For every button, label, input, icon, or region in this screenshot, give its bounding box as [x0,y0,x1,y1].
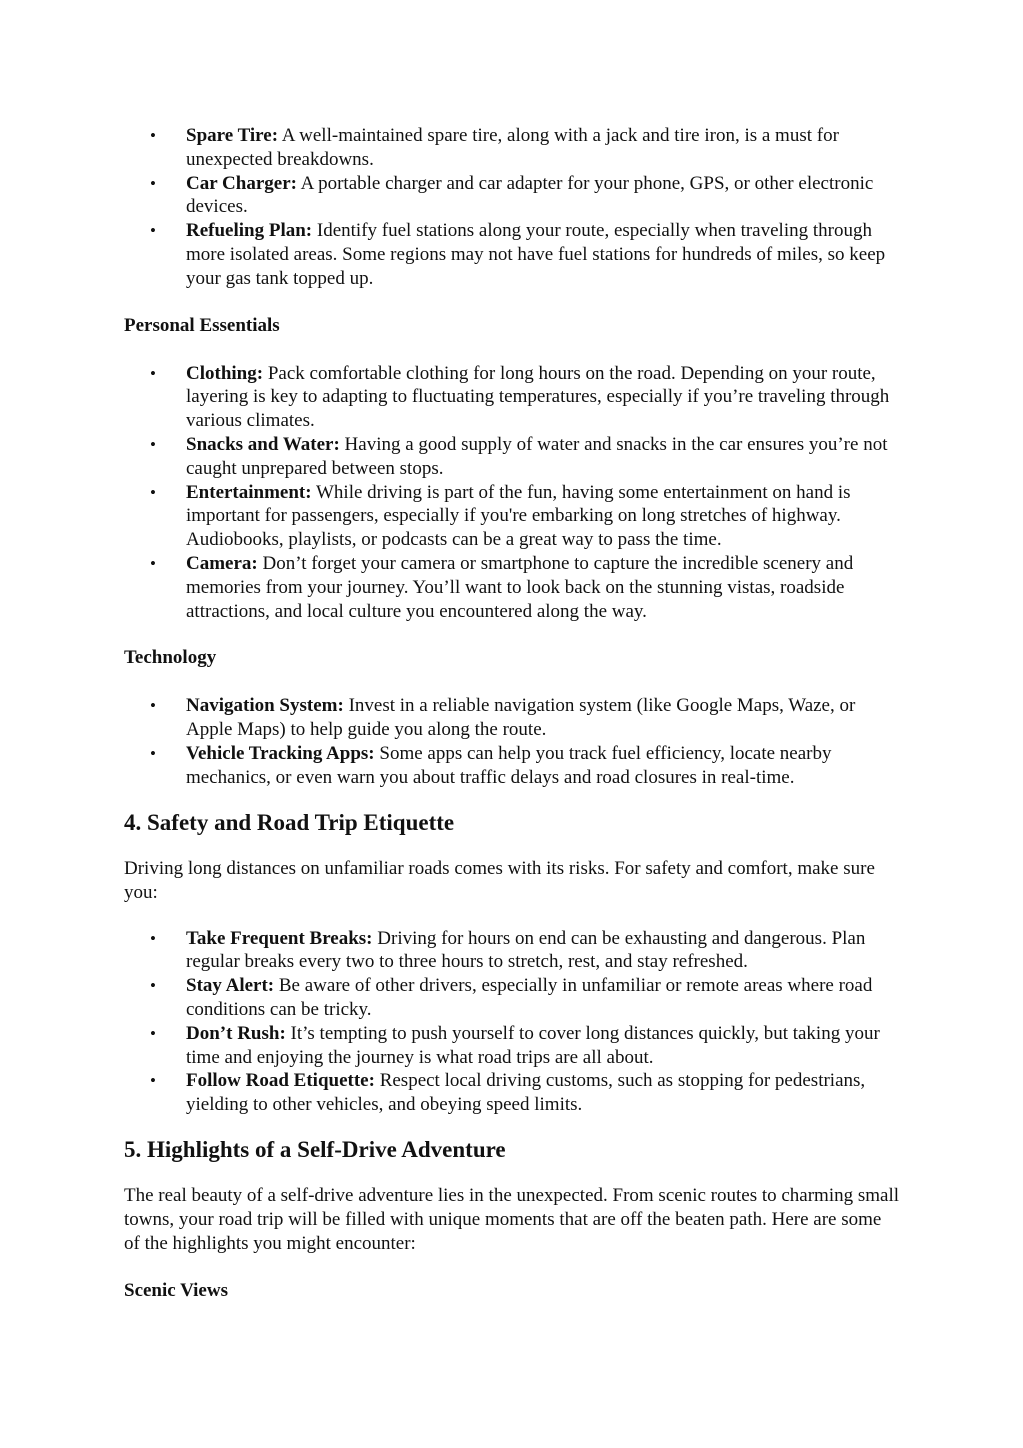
section-subheading: Personal Essentials [124,314,280,336]
item-text: It’s tempting to push yourself to cover long distances quickly, but taking your time and enjoying the journey is what road trips are all about. [186,1022,880,1068]
item-term: Spare Tire: [186,125,279,146]
section-heading: 4. Safety and Road Trip Etiquette [124,809,455,835]
item-term: Camera: [186,552,258,574]
item-text: A portable charger and car adapter for your phone, GPS, or other electronic devices. [186,172,874,218]
item-term: Navigation System: [186,695,344,717]
item-term: Car Charger: [186,172,297,194]
list-item [124,694,900,742]
item-text: Respect local driving customs, such as stopping for pedestrians, yielding to other vehicles, and obeying speed limits. [186,1070,866,1116]
item-term: Vehicle Tracking Apps: [186,742,375,764]
list-item [124,219,900,290]
list-item [124,552,900,623]
item-text: Having a good supply of water and snacks in the car ensures you’re not caught unprepared between stops. [186,433,888,479]
item-term: Entertainment: [186,481,312,503]
safety-list [124,927,900,1117]
document-page [124,124,900,1303]
item-text: Identify fuel stations along your route, especially when traveling through more isolated areas. Some regions may not have fuel stations for hundreds of miles, so keep your gas tank topped up. [186,220,886,289]
technology-list [124,694,900,789]
list-item [124,1069,900,1117]
section-subheading: Scenic Views [124,1279,228,1301]
section-subheading: Technology [124,647,217,669]
vehicle-list [124,124,900,291]
list-item [124,124,900,172]
item-text: Pack comfortable clothing for long hours on the road. Depending on your route, layering is key to adapting to fluctuating temperatures, especially if you’re traveling through various climates. [186,362,890,432]
list-item [124,1022,900,1070]
list-item [124,433,900,481]
section-heading: 5. Highlights of a Self-Drive Adventure [124,1136,506,1162]
item-text: Don’t forget your camera or smartphone to capture the incredible scenery and memories from your journey. You’ll want to look back on the stunning vistas, roadside attractions, and local culture you encountered along the way. [186,552,854,622]
personal-essentials-list [124,362,900,624]
item-term: Refueling Plan: [186,220,313,242]
item-text: Invest in a reliable navigation system (like Google Maps, Waze, or Apple Maps) to help guide you along the route. [186,695,856,741]
item-term: Snacks and Water: [186,433,340,455]
section-intro: Driving long distances on unfamiliar roads comes with its risks. For safety and comfort, make sure you: [124,857,875,903]
item-term: Clothing: [186,362,264,384]
list-item [124,172,900,220]
list-item [124,927,900,975]
item-text: While driving is part of the fun, having some entertainment on hand is important for passengers, especially if you're embarking on long stretches of highway. Audiobooks, playlists, or podcasts can be a great way to pass the time. [186,481,851,551]
section-intro: The real beauty of a self-drive adventure lies in the unexpected. From scenic routes to charming small towns, your road trip will be filled with unique moments that are off the beaten path. Here are some of the highlights you might encounter: [124,1184,900,1254]
list-item [124,974,900,1022]
item-term: Don’t Rush: [186,1022,286,1044]
item-text: A well-maintained spare tire, along with a jack and tire iron, is a must for unexpected breakdowns. [186,125,839,170]
item-text: Be aware of other drivers, especially in unfamiliar or remote areas where road conditions can be tricky. [186,975,873,1020]
item-term: Stay Alert: [186,975,275,997]
list-item [124,481,900,552]
item-term: Take Frequent Breaks: [186,927,373,949]
item-term: Follow Road Etiquette: [186,1070,375,1092]
item-text: Some apps can help you track fuel efficiency, locate nearby mechanics, or even warn you about traffic delays and road closures in real-time. [186,742,832,788]
list-item [124,742,900,790]
item-text: Driving for hours on end can be exhausting and dangerous. Plan regular breaks every two to three hours to stretch, rest, and stay refreshed. [186,927,866,973]
list-item [124,362,900,433]
